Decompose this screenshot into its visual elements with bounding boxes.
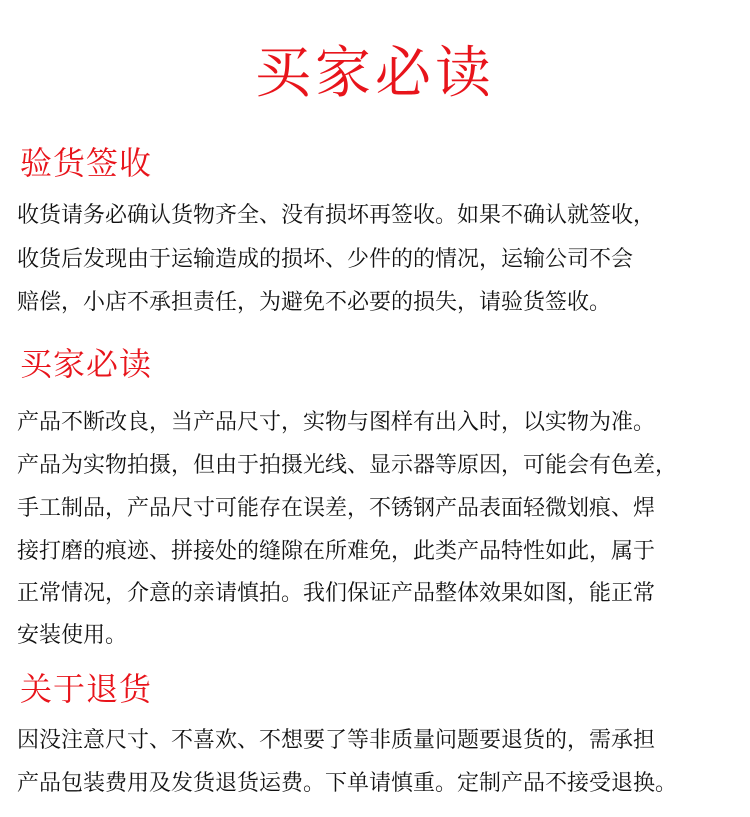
section-buyer-notice-line: 安装使用。	[17, 623, 128, 648]
section-inspection-line: 收货请务必确认货物齐全、没有损坏再签收。如果不确认就签收，	[17, 203, 656, 228]
section-heading-returns: 关于退货	[20, 670, 153, 708]
section-buyer-notice-line: 接打磨的痕迹、拼接处的缝隙在所难免，此类产品特性如此，属于	[17, 539, 656, 564]
section-buyer-notice-line: 正常情况，介意的亲请慎拍。我们保证产品整体效果如图，能正常	[17, 581, 656, 606]
section-returns-line: 因没注意尺寸、不喜欢、不想要了等非质量问题要退货的，需承担	[17, 728, 656, 753]
page-title: 买家必读	[255, 41, 495, 106]
section-buyer-notice-line: 产品不断改良，当产品尺寸，实物与图样有出入时，以实物为准。	[17, 410, 656, 435]
section-heading-buyer-notice: 买家必读	[20, 345, 153, 383]
section-buyer-notice-line: 手工制品，产品尺寸可能存在误差，不锈钢产品表面轻微划痕、焊	[17, 496, 656, 521]
section-inspection-line: 收货后发现由于运输造成的损坏、少件的的情况，运输公司不会	[17, 247, 634, 272]
section-heading-inspection: 验货签收	[20, 144, 153, 182]
section-inspection-line: 赔偿，小店不承担责任，为避免不必要的损失，请验货签收。	[17, 290, 612, 315]
section-returns-line: 产品包装费用及发货退货运费。下单请慎重。定制产品不接受退换。	[17, 771, 678, 796]
section-buyer-notice-line: 产品为实物拍摄，但由于拍摄光线、显示器等原因，可能会有色差，	[17, 453, 678, 478]
